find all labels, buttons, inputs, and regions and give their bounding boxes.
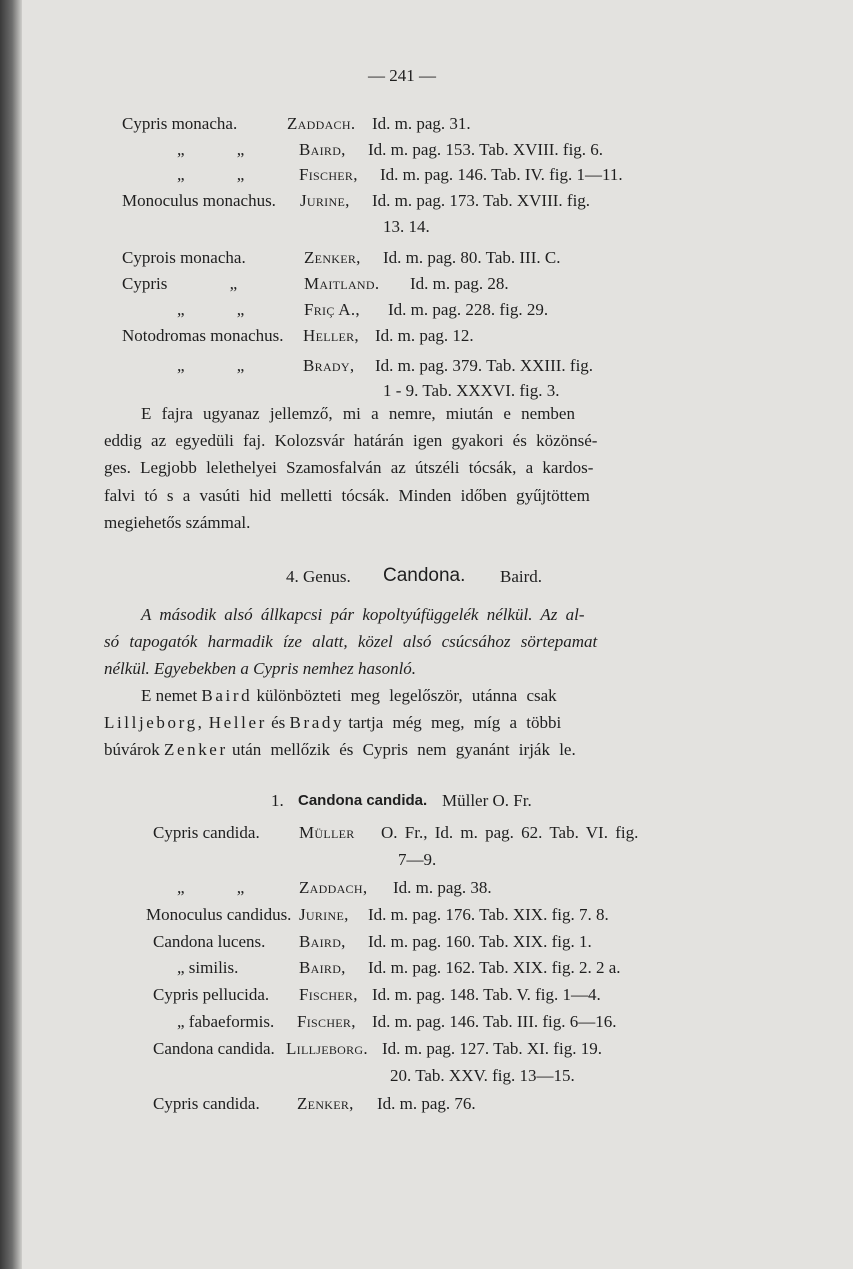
synonym-author: Heller, — [303, 326, 359, 345]
synonym-species: „ fabaeformis. — [177, 1012, 275, 1031]
synonym-species: Cypris pellucida. — [153, 985, 270, 1004]
synonym-author: Fischer, — [299, 985, 358, 1004]
synonym-reference: Id. m. pag. 162. Tab. XIX. fig. 2. 2 a. — [368, 958, 621, 977]
synonym-species: Monoculus candidus. — [146, 905, 292, 924]
body-text-line — [141, 686, 557, 706]
synonym-species: Monoculus monachus. — [122, 191, 276, 210]
text-run: különbözteti meg legelőször, utánna csak — [256, 686, 557, 705]
body-text-line: falvi tó s a vasúti hid melletti tócsák. Minden időben gyűjtöttem — [104, 486, 590, 505]
synonym-reference: Id. m. pag. 146. Tab. III. fig. 6—16. — [372, 1012, 617, 1031]
species-author: Müller O. Fr. — [442, 791, 532, 810]
synonym-species: Notodromas monachus. — [122, 326, 284, 345]
synonym-author: Friç A., — [304, 300, 360, 319]
synonym-author: Brady, — [303, 356, 355, 375]
synonym-reference-continued: 1 - 9. Tab. XXXVI. fig. 3. — [383, 381, 560, 400]
synonym-reference: Id. m. pag. 12. — [375, 326, 474, 345]
synonym-species: „ „ — [177, 878, 245, 897]
genus-name: Candona. — [383, 565, 466, 586]
diagnosis-line: só tapogatók harmadik íze alatt, közel alsó csúcsához sörtepamat — [104, 632, 598, 651]
synonym-reference: Id. m. pag. 127. Tab. XI. fig. 19. — [382, 1039, 602, 1058]
synonym-reference-continued: 7—9. — [398, 850, 437, 869]
synonym-reference: Id. m. pag. 28. — [410, 274, 509, 293]
author-name: Zenker — [163, 740, 228, 759]
page-number: — 241 — — [368, 66, 436, 85]
body-text-line: eddig az egyedüli faj. Kolozsvár határán igen gyakori és közönsé- — [104, 431, 598, 450]
synonym-species: Cypris monacha. — [122, 114, 238, 133]
diagnosis-line: A második alsó állkapcsi pár kopoltyúfüggelék nélkül. Az al- — [141, 605, 585, 624]
body-text-line: megiehetős számmal. — [104, 513, 251, 532]
synonym-reference: Id. m. pag. 31. — [372, 114, 471, 133]
synonym-author: Fischer, — [299, 165, 358, 184]
text-run: után mellőzik és Cypris nem gyanánt irják le. — [231, 740, 576, 759]
body-text-line — [104, 713, 561, 733]
author-name: Brady — [289, 713, 345, 732]
synonym-author: Maitland. — [304, 274, 380, 293]
genus-author: Baird. — [500, 567, 543, 586]
synonym-author: Fischer, — [297, 1012, 356, 1031]
synonym-species: „ „ — [177, 140, 245, 159]
synonym-reference: O. Fr., Id. m. pag. 62. Tab. VI. fig. — [381, 823, 639, 842]
synonym-species: Cyprois monacha. — [122, 248, 246, 267]
author-name: Heller — [208, 713, 267, 732]
text-run: búvárok — [104, 740, 160, 759]
synonym-reference: Id. m. pag. 228. fig. 29. — [388, 300, 549, 319]
synonym-author: Lilljeborg. — [286, 1039, 368, 1058]
body-text-line: E fajra ugyanaz jellemző, mi a nemre, miután e nemben — [141, 404, 575, 423]
synonym-reference: Id. m. pag. 153. Tab. XVIII. fig. 6. — [368, 140, 604, 159]
synonym-author: Baird, — [299, 140, 346, 159]
synonym-reference: Id. m. pag. 148. Tab. V. fig. 1—4. — [372, 985, 601, 1004]
synonym-reference-continued: 13. 14. — [383, 217, 430, 236]
author-name: Baird — [201, 686, 253, 705]
synonym-species: Candona lucens. — [153, 932, 266, 951]
synonym-author: Zenker, — [304, 248, 361, 267]
synonym-reference: Id. m. pag. 38. — [393, 878, 492, 897]
synonym-author: Zaddach, — [299, 878, 368, 897]
body-text-line — [104, 740, 576, 760]
synonym-species: Cypris „ — [122, 274, 238, 293]
synonym-species: „ similis. — [177, 958, 239, 977]
synonym-species: „ „ — [177, 165, 245, 184]
book-spine-shadow — [0, 0, 22, 1269]
body-text-line: ges. Legjobb lelethelyei Szamosfalván az útszéli tócsák, a kardos- — [104, 458, 594, 477]
synonym-reference: Id. m. pag. 146. Tab. IV. fig. 1—11. — [380, 165, 623, 184]
synonym-author: Baird, — [299, 932, 346, 951]
synonym-author: Zaddach. — [287, 114, 356, 133]
synonym-author: Baird, — [299, 958, 346, 977]
text-run: és — [271, 713, 286, 732]
text-run: tartja még meg, míg a többi — [348, 713, 562, 732]
synonym-species: Cypris candida. — [153, 1094, 260, 1113]
species-name: Candona candida. — [298, 792, 428, 809]
synonym-author: Jurine, — [300, 191, 350, 210]
synonym-author: Zenker, — [297, 1094, 354, 1113]
diagnosis-line: nélkül. Egyebekben a Cypris nemhez hasonló. — [104, 659, 417, 678]
synonym-reference: Id. m. pag. 176. Tab. XIX. fig. 7. 8. — [368, 905, 609, 924]
synonym-reference: Id. m. pag. 379. Tab. XXIII. fig. — [375, 356, 594, 375]
text-run: E nemet — [141, 686, 198, 705]
genus-number: 4. Genus. — [286, 567, 351, 586]
synonym-reference: Id. m. pag. 160. Tab. XIX. fig. 1. — [368, 932, 592, 951]
synonym-reference-continued: 20. Tab. XXV. fig. 13—15. — [390, 1066, 575, 1085]
synonym-species: „ „ — [177, 300, 245, 319]
synonym-reference: Id. m. pag. 80. Tab. III. C. — [383, 248, 561, 267]
synonym-reference: Id. m. pag. 76. — [377, 1094, 476, 1113]
synonym-species: „ „ — [177, 356, 245, 375]
synonym-author: Jurine, — [299, 905, 349, 924]
author-name: Lilljeborg, — [104, 713, 205, 732]
synonym-author: Müller — [299, 823, 355, 842]
synonym-species: Candona candida. — [153, 1039, 275, 1058]
synonym-species: Cypris candida. — [153, 823, 260, 842]
species-number: 1. — [271, 791, 284, 810]
synonym-reference: Id. m. pag. 173. Tab. XVIII. fig. — [372, 191, 591, 210]
